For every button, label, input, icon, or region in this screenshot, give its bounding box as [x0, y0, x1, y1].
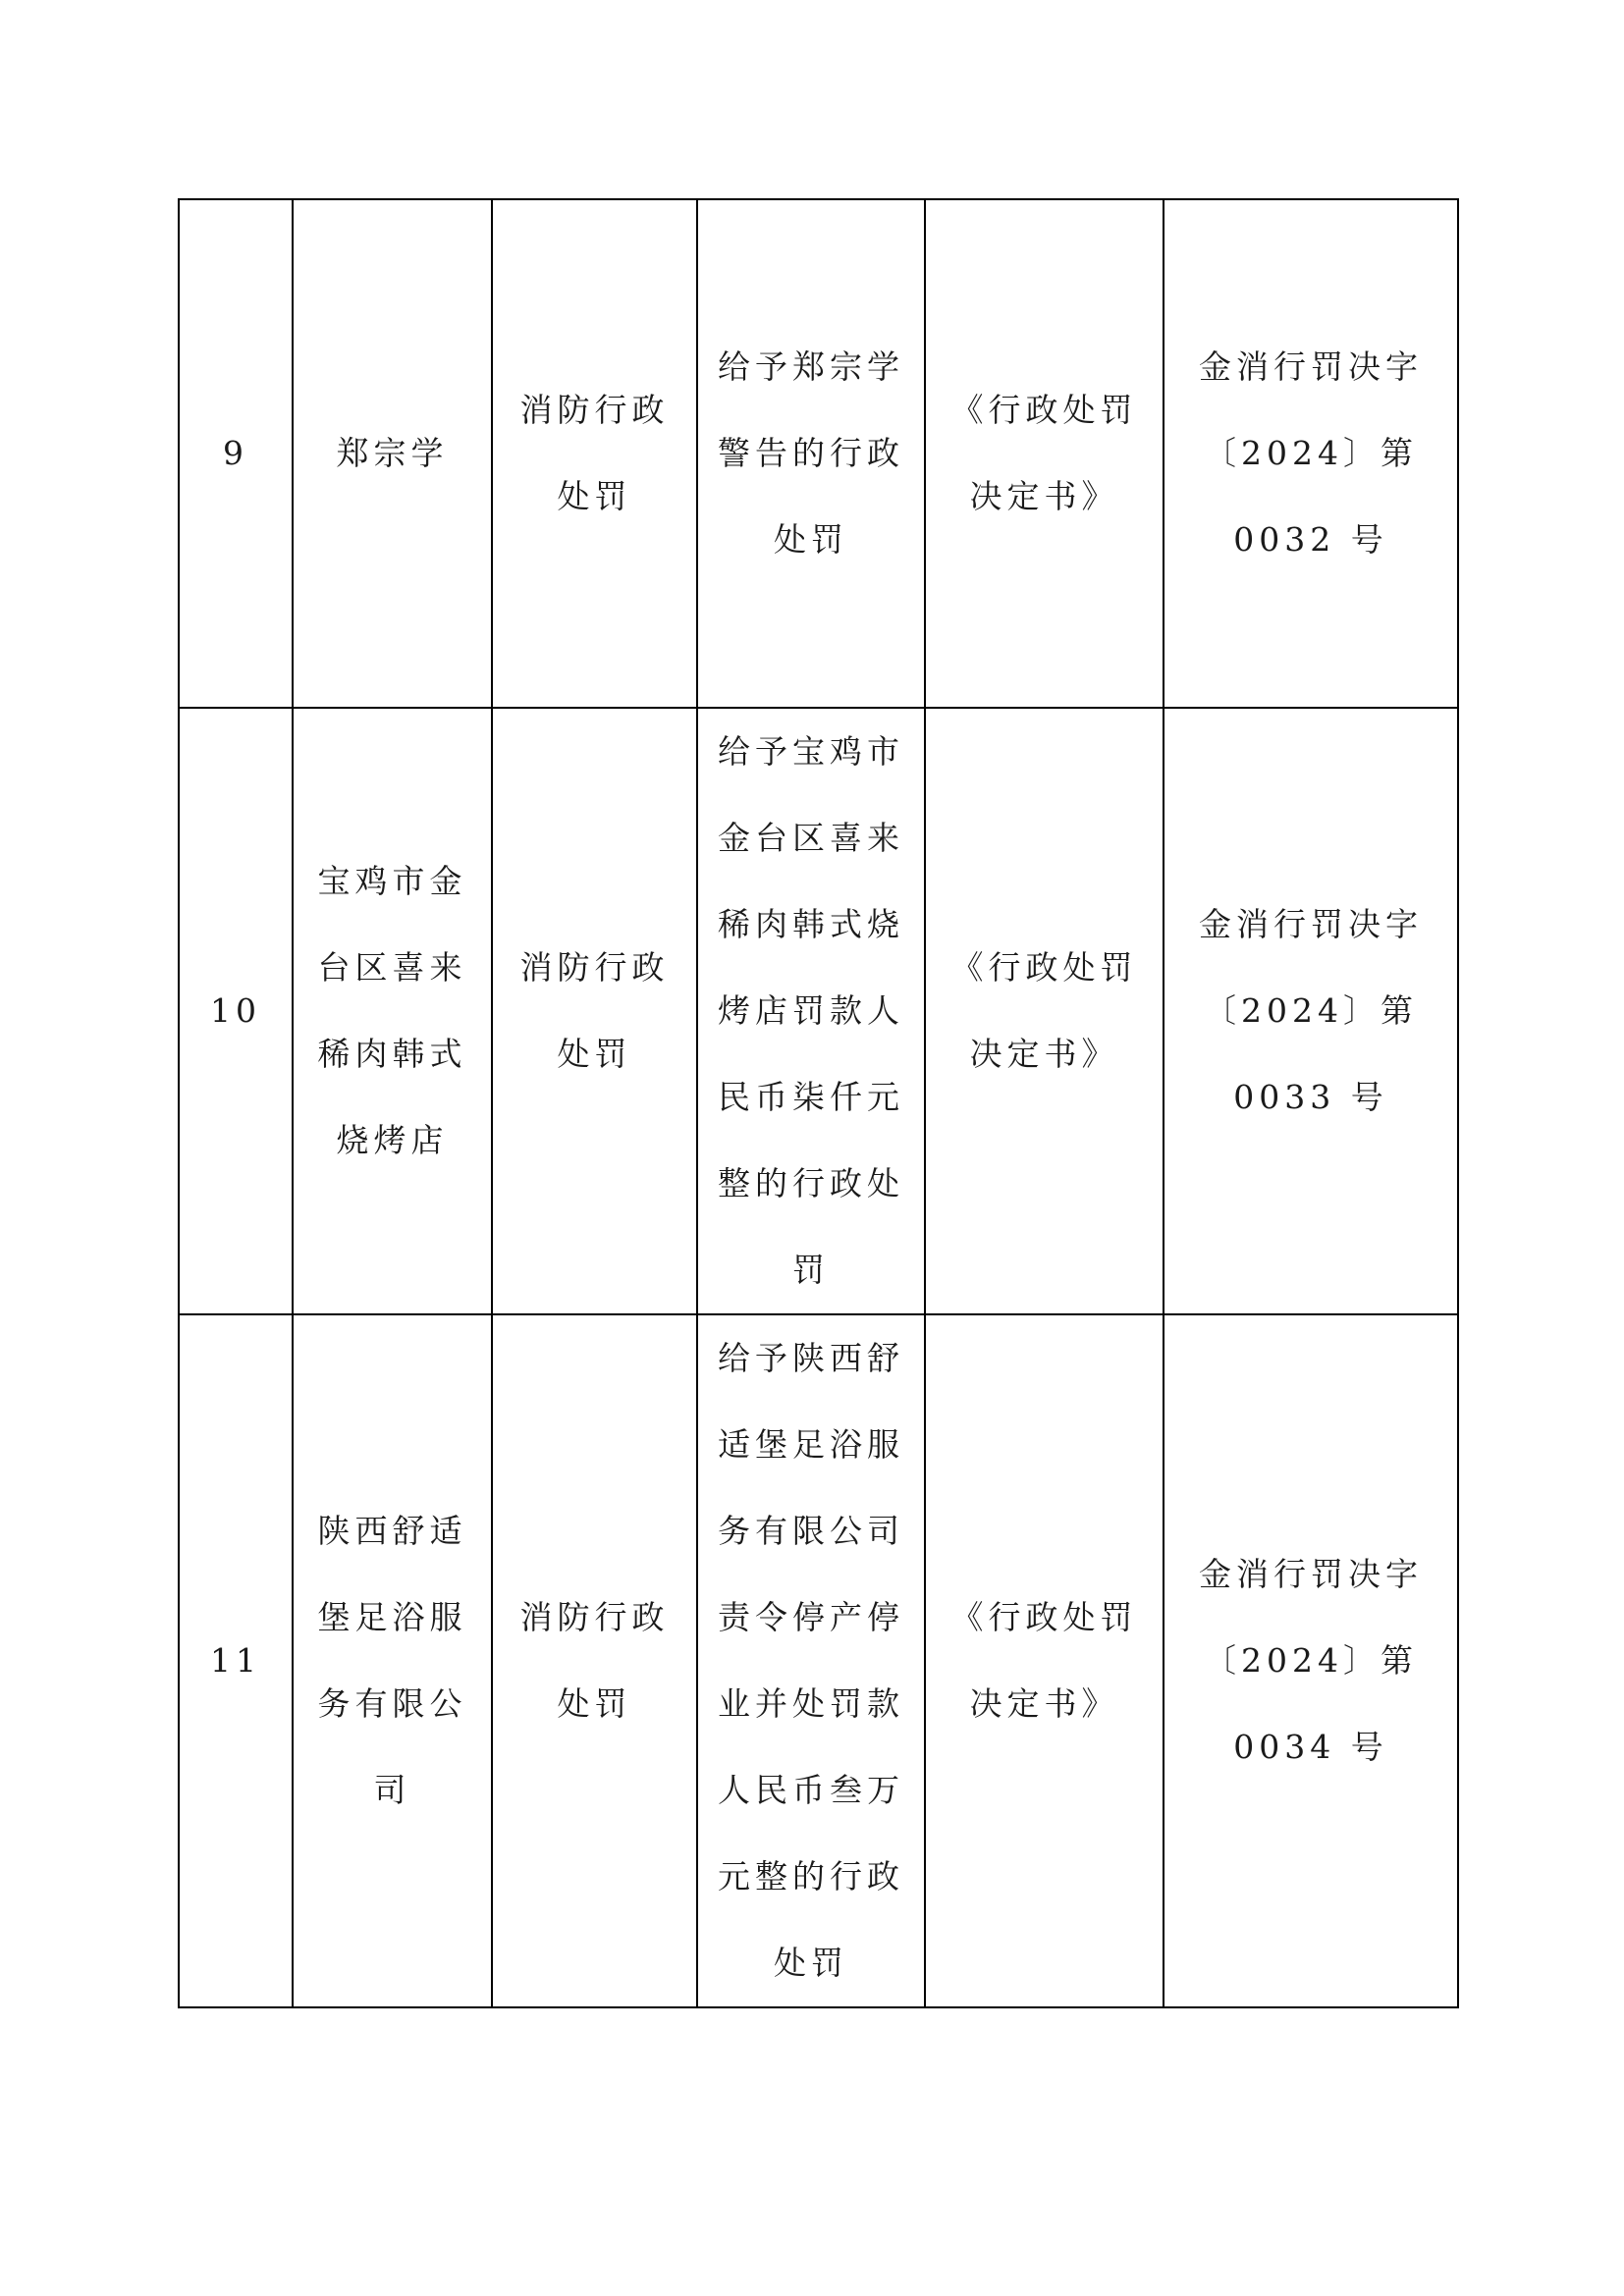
basis-cell	[925, 1314, 1164, 2007]
party-line: 陕西舒适	[317, 1512, 467, 1550]
table-row	[179, 1314, 1458, 2007]
content-line: 给予陕西舒	[718, 1339, 904, 1377]
party-line: 司	[373, 1771, 411, 1809]
party-line: 务有限公	[317, 1684, 467, 1723]
party-line: 稀肉韩式	[317, 1035, 467, 1073]
row-number: 9	[223, 434, 248, 472]
content-line: 警告的行政	[718, 434, 904, 472]
basis-line: 决定书》	[969, 1035, 1119, 1073]
doc-number-line: 〔2024〕第	[1204, 1641, 1418, 1680]
party-line: 堡足浴服	[317, 1598, 467, 1636]
basis-line: 《行政处罚	[950, 391, 1138, 429]
category-line: 处罚	[557, 1035, 632, 1073]
content-cell	[697, 1314, 925, 2007]
basis-cell	[925, 199, 1164, 708]
doc-number-line: 0033 号	[1233, 1078, 1388, 1116]
party-line: 宝鸡市金	[317, 862, 467, 900]
category-line: 处罚	[557, 477, 632, 515]
doc-number-cell	[1164, 708, 1458, 1314]
category-cell	[492, 708, 697, 1314]
content-line: 民币柒仟元	[718, 1078, 904, 1116]
table-row	[179, 199, 1458, 708]
content-cell	[697, 199, 925, 708]
category-line: 处罚	[557, 1684, 632, 1723]
basis-line: 决定书》	[969, 1684, 1119, 1723]
content-line: 适堡足浴服	[718, 1425, 904, 1464]
content-line: 处罚	[774, 520, 848, 559]
category-cell	[492, 199, 697, 708]
content-line: 责令停产停	[718, 1598, 904, 1636]
content-line: 罚	[792, 1251, 830, 1289]
doc-number-line: 〔2024〕第	[1204, 434, 1418, 472]
basis-cell	[925, 708, 1164, 1314]
category-line: 消防行政	[519, 1598, 670, 1636]
doc-number-line: 金消行罚决字	[1199, 347, 1423, 386]
content-line: 稀肉韩式烧	[718, 905, 904, 943]
category-line: 消防行政	[519, 948, 670, 987]
content-line: 金台区喜来	[718, 819, 904, 857]
category-cell	[492, 1314, 697, 2007]
penalty-records-table	[178, 198, 1459, 2008]
row-number-cell	[179, 708, 293, 1314]
table-row	[179, 708, 1458, 1314]
party-cell	[293, 708, 492, 1314]
content-cell	[697, 708, 925, 1314]
content-line: 烤店罚款人	[718, 991, 904, 1030]
basis-line: 《行政处罚	[950, 948, 1138, 987]
party-cell	[293, 1314, 492, 2007]
content-line: 给予郑宗学	[718, 347, 904, 386]
content-line: 整的行政处	[718, 1164, 904, 1202]
row-number: 10	[210, 991, 261, 1030]
content-line: 给予宝鸡市	[718, 732, 904, 771]
party-line: 台区喜来	[317, 948, 467, 987]
party-cell	[293, 199, 492, 708]
category-line: 消防行政	[519, 391, 670, 429]
content-line: 处罚	[774, 1944, 848, 1982]
row-number-cell	[179, 199, 293, 708]
basis-line: 决定书》	[969, 477, 1119, 515]
doc-number-cell	[1164, 199, 1458, 708]
party-line: 烧烤店	[336, 1121, 449, 1159]
doc-number-line: 〔2024〕第	[1204, 991, 1418, 1030]
basis-line: 《行政处罚	[950, 1598, 1138, 1636]
content-line: 元整的行政	[718, 1857, 904, 1896]
content-line: 人民币叁万	[718, 1771, 904, 1809]
row-number-cell	[179, 1314, 293, 2007]
content-line: 务有限公司	[718, 1512, 904, 1550]
doc-number-line: 0034 号	[1233, 1728, 1388, 1766]
doc-number-line: 金消行罚决字	[1199, 905, 1423, 943]
doc-number-line: 0032 号	[1233, 520, 1388, 559]
content-line: 业并处罚款	[718, 1684, 904, 1723]
row-number: 11	[210, 1641, 261, 1680]
party-line: 郑宗学	[336, 434, 449, 472]
doc-number-line: 金消行罚决字	[1199, 1555, 1423, 1593]
doc-number-cell	[1164, 1314, 1458, 2007]
